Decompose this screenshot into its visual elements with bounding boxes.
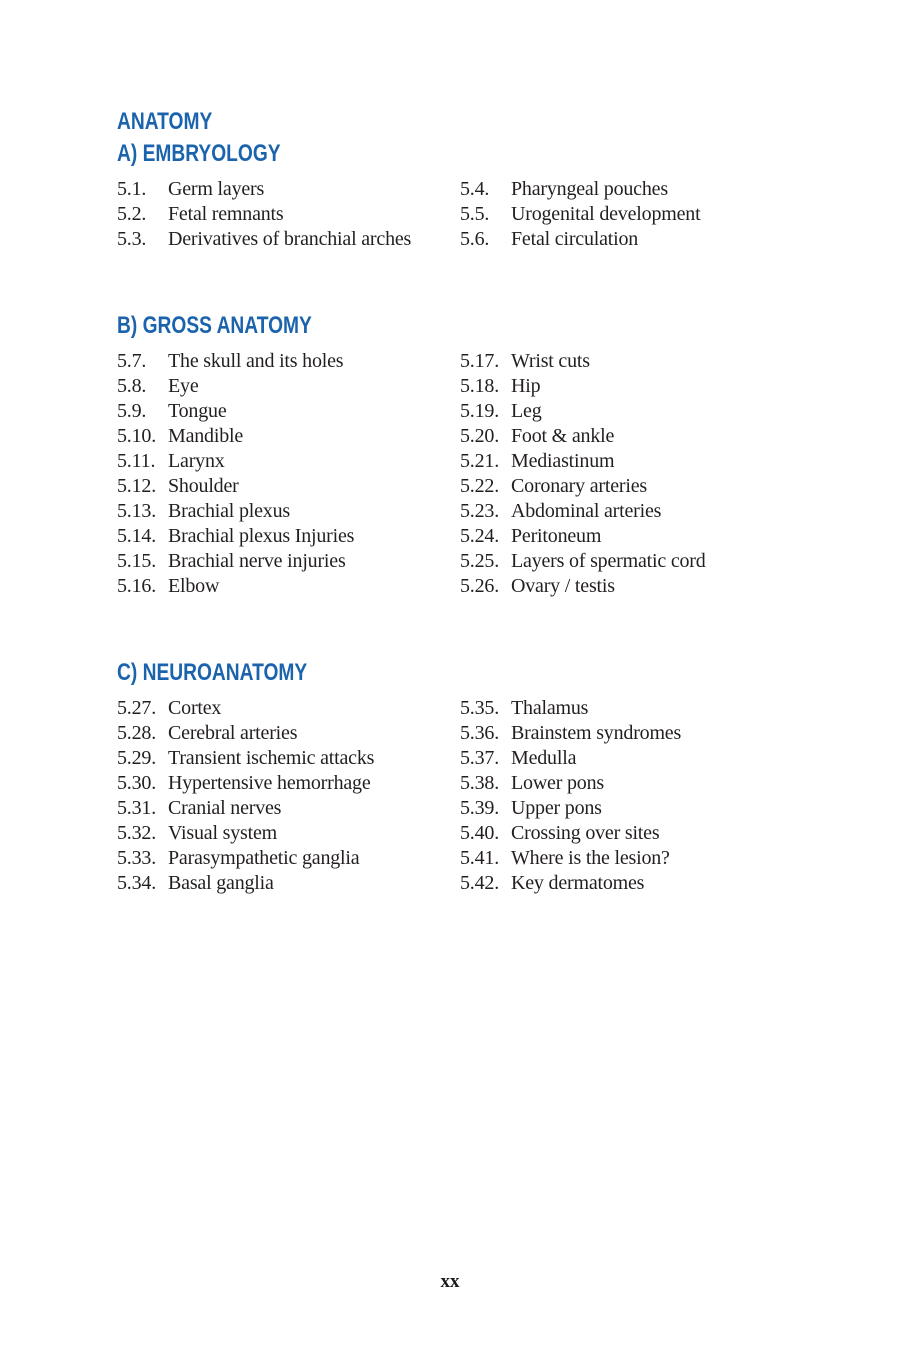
toc-item[interactable]: [460, 499, 800, 524]
toc-item-number: 5.10.: [117, 425, 157, 447]
toc-item[interactable]: [460, 349, 800, 374]
toc-item-number: 5.41.: [460, 847, 500, 869]
toc-item-title: Tongue: [168, 400, 227, 422]
toc-item[interactable]: [117, 424, 460, 449]
toc-item-title: Germ layers: [168, 178, 265, 200]
toc-item-number: 5.28.: [117, 722, 157, 744]
toc-item-title: Fetal circulation: [511, 228, 639, 250]
toc-item[interactable]: [117, 796, 460, 821]
toc-item-number: 5.19.: [460, 400, 500, 422]
toc-item-number: 5.27.: [117, 697, 157, 719]
toc-item-number: 5.25.: [460, 550, 500, 572]
toc-item[interactable]: [460, 821, 800, 846]
toc-column: [460, 696, 800, 896]
toc-item-number: 5.38.: [460, 772, 500, 794]
section-columns: [117, 177, 800, 252]
toc-item-title: Cerebral arteries: [168, 722, 298, 744]
toc-item[interactable]: [117, 696, 460, 721]
toc-item-number: 5.8.: [117, 375, 147, 397]
toc-item-number: 5.5.: [460, 203, 490, 225]
toc-section-embryology: [117, 140, 800, 252]
page-number: xx: [440, 1271, 460, 1292]
toc-item[interactable]: [117, 227, 460, 252]
toc-item-title: Mandible: [168, 425, 244, 447]
toc-item-title: Hip: [511, 375, 541, 397]
toc-item-number: 5.21.: [460, 450, 500, 472]
toc-item-number: 5.37.: [460, 747, 500, 769]
toc-item-number: 5.32.: [117, 822, 157, 844]
toc-item[interactable]: [117, 474, 460, 499]
toc-item[interactable]: [117, 771, 460, 796]
toc-item-title: Derivatives of branchial arches: [168, 228, 412, 250]
toc-item-title: Coronary arteries: [511, 475, 647, 497]
toc-item[interactable]: [117, 449, 460, 474]
toc-item-title: Wrist cuts: [511, 350, 590, 372]
toc-item-title: Brachial nerve injuries: [168, 550, 346, 572]
toc-item-title: Pharyngeal pouches: [511, 178, 668, 200]
toc-column: [117, 696, 460, 896]
toc-item[interactable]: [460, 696, 800, 721]
toc-item-title: Crossing over sites: [511, 822, 660, 844]
toc-item[interactable]: [460, 474, 800, 499]
toc-item-title: Thalamus: [511, 697, 589, 719]
toc-item[interactable]: [460, 399, 800, 424]
toc-item-title: Brachial plexus: [168, 500, 290, 522]
toc-column: [460, 349, 800, 599]
section-heading: B) GROSS ANATOMY: [117, 312, 312, 339]
toc-item-title: Lower pons: [511, 772, 604, 794]
toc-item-title: Peritoneum: [511, 525, 602, 547]
toc-item[interactable]: [117, 202, 460, 227]
toc-item-title: Basal ganglia: [168, 872, 274, 894]
toc-item-number: 5.16.: [117, 575, 157, 597]
toc-item[interactable]: [460, 721, 800, 746]
chapter-title: ANATOMY: [117, 108, 213, 135]
toc-item-number: 5.6.: [460, 228, 490, 250]
toc-item[interactable]: [460, 771, 800, 796]
toc-item-title: Hypertensive hemorrhage: [168, 772, 371, 794]
toc-item-title: Leg: [511, 400, 542, 422]
toc-item-title: Cranial nerves: [168, 797, 282, 819]
toc-item-number: 5.30.: [117, 772, 157, 794]
toc-item-number: 5.15.: [117, 550, 157, 572]
toc-item[interactable]: [117, 721, 460, 746]
toc-item[interactable]: [460, 449, 800, 474]
toc-item[interactable]: [460, 846, 800, 871]
toc-section-neuroanatomy: [117, 659, 800, 896]
toc-item-number: 5.17.: [460, 350, 500, 372]
toc-item-number: 5.13.: [117, 500, 157, 522]
toc-item-number: 5.2.: [117, 203, 147, 225]
toc-item-number: 5.1.: [117, 178, 147, 200]
toc-item[interactable]: [460, 227, 800, 252]
toc-item[interactable]: [460, 574, 800, 599]
toc-item-number: 5.33.: [117, 847, 157, 869]
toc-item-number: 5.40.: [460, 822, 500, 844]
toc-item-number: 5.18.: [460, 375, 500, 397]
toc-item-title: Ovary / testis: [511, 575, 615, 597]
toc-item-number: 5.9.: [117, 400, 147, 422]
toc-item[interactable]: [117, 399, 460, 424]
toc-column: [117, 177, 460, 252]
toc-item-title: Foot & ankle: [511, 425, 615, 447]
toc-item-number: 5.29.: [117, 747, 157, 769]
toc-item[interactable]: [460, 746, 800, 771]
toc-item-number: 5.39.: [460, 797, 500, 819]
toc-item-number: 5.22.: [460, 475, 500, 497]
toc-item-number: 5.34.: [117, 872, 157, 894]
toc-item-title: Key dermatomes: [511, 872, 645, 894]
toc-sections: [117, 140, 800, 896]
toc-item-title: Larynx: [168, 450, 225, 472]
toc-item-number: 5.20.: [460, 425, 500, 447]
toc-item-title: Parasympathetic ganglia: [168, 847, 360, 869]
toc-item-number: 5.3.: [117, 228, 147, 250]
toc-item-number: 5.31.: [117, 797, 157, 819]
section-columns: [117, 349, 800, 599]
toc-item-number: 5.4.: [460, 178, 490, 200]
toc-item-title: Brachial plexus Injuries: [168, 525, 355, 547]
toc-item-number: 5.12.: [117, 475, 157, 497]
toc-item-title: Eye: [168, 375, 199, 397]
toc-item-number: 5.24.: [460, 525, 500, 547]
toc-item-title: The skull and its holes: [168, 350, 344, 372]
toc-item[interactable]: [460, 524, 800, 549]
toc-item-title: Transient ischemic attacks: [168, 747, 375, 769]
toc-item[interactable]: [117, 574, 460, 599]
toc-content: [117, 108, 800, 896]
toc-item[interactable]: [460, 871, 800, 896]
toc-item-title: Medulla: [511, 747, 577, 769]
toc-item-title: Elbow: [168, 575, 220, 597]
toc-item[interactable]: [117, 549, 460, 574]
section-heading: C) NEUROANATOMY: [117, 659, 308, 686]
toc-item[interactable]: [460, 549, 800, 574]
toc-item-title: Layers of spermatic cord: [511, 550, 706, 572]
toc-item-title: Upper pons: [511, 797, 602, 819]
toc-item[interactable]: [117, 524, 460, 549]
toc-item[interactable]: [117, 871, 460, 896]
toc-column: [117, 349, 460, 599]
toc-item[interactable]: [117, 746, 460, 771]
toc-item[interactable]: [460, 202, 800, 227]
toc-item[interactable]: [117, 499, 460, 524]
toc-column: [460, 177, 800, 252]
toc-item-number: 5.11.: [117, 450, 156, 472]
toc-item[interactable]: [117, 177, 460, 202]
toc-item-title: Mediastinum: [511, 450, 615, 472]
toc-item-title: Urogenital development: [511, 203, 701, 225]
toc-item-title: Cortex: [168, 697, 222, 719]
toc-item-title: Brainstem syndromes: [511, 722, 682, 744]
toc-item-title: Where is the lesion?: [511, 847, 670, 869]
toc-item[interactable]: [117, 374, 460, 399]
section-heading: A) EMBRYOLOGY: [117, 140, 281, 167]
toc-item-title: Visual system: [168, 822, 277, 844]
toc-item-number: 5.7.: [117, 350, 147, 372]
toc-section-gross-anatomy: [117, 312, 800, 599]
toc-item[interactable]: [117, 349, 460, 374]
section-columns: [117, 696, 800, 896]
toc-item-number: 5.35.: [460, 697, 500, 719]
toc-item-number: 5.14.: [117, 525, 157, 547]
toc-item[interactable]: [460, 796, 800, 821]
toc-item[interactable]: [117, 846, 460, 871]
toc-item[interactable]: [460, 374, 800, 399]
toc-item-number: 5.36.: [460, 722, 500, 744]
toc-item-title: Fetal remnants: [168, 203, 284, 225]
toc-item[interactable]: [460, 177, 800, 202]
toc-item[interactable]: [460, 424, 800, 449]
toc-item-number: 5.42.: [460, 872, 500, 894]
toc-item-number: 5.26.: [460, 575, 500, 597]
toc-item[interactable]: [117, 821, 460, 846]
toc-item-title: Abdominal arteries: [511, 500, 662, 522]
toc-item-number: 5.23.: [460, 500, 500, 522]
toc-item-title: Shoulder: [168, 475, 239, 497]
